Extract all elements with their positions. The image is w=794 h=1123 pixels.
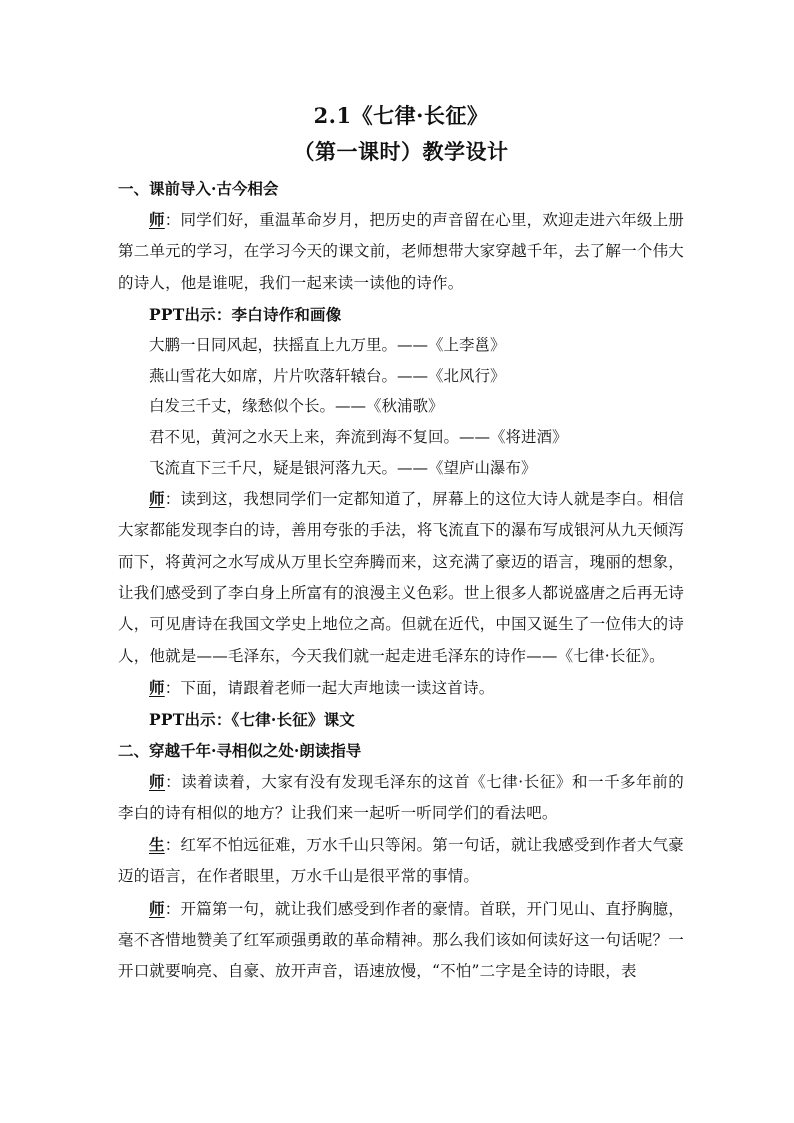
paragraph [118,204,684,299]
paragraph [118,766,684,830]
paragraph [118,672,684,704]
speaker-label: 师 [149,677,165,697]
speaker-label: 师 [149,489,165,509]
paragraph [118,483,684,672]
section-2 [118,736,684,988]
section-heading: 一、课前导入·古今相会 [118,179,279,198]
paragraph [118,829,684,893]
speaker-label: 师 [149,771,166,791]
paragraph-text: ：同学们好，重温革命岁月，把历史的声音留在心里，欢迎走进六年级上册第二单元的学习，在学习今天的课文前，老师想带大家穿越千年，去了解一个伟大的诗人，他是谁呢，我们一起来读一读他的诗作。 [118,211,685,292]
section-heading: 二、穿越千年·寻相似之处·朗读指导 [118,740,362,760]
speaker-label: 生 [149,835,165,855]
speaker-label: 师 [149,210,165,229]
paragraph-text: ：下面，请跟着老师一起大声地读一读这首诗。 [164,678,495,697]
ppt-note: PPT出示：李白诗作和画像 [149,304,342,324]
poem-line: 白发三千丈，缘愁似个长。——《秋浦歌》 [149,397,444,416]
poem-line: 大鹏一日同风起，扶摇直上九万里。——《上李邕》 [149,336,506,355]
paragraph-text: ：开篇第一句，就让我们感受到作者的豪情。首联，开门见山、直抒胸臆，毫不吝惜地赞美了红军顽强勇敢的革命精神。那么我们该如何读好这一句话呢？一开口就要响亮、自豪、放开声音，语速放慢，“不怕”二字是全诗的诗眼，表 [118,899,685,981]
paragraph [118,893,684,988]
document-title: 2.1《七律·长征》 [313,103,489,128]
poem-line: 燕山雪花大如席，片片吹落轩辕台。——《北风行》 [149,366,506,385]
section-1 [118,174,684,736]
document-subtitle: （第一课时）教学设计 [293,139,509,164]
paragraph-text: ：读到这，我想同学们一定都知道了，屏幕上的这位大诗人就是李白。相信大家都能发现李白的诗，善用夸张的手法，将飞流直下的瀑布写成银河从九天倾泻而下，将黄河之水写成从万里长空奔腾而来，这充满了豪迈的语言，瑰丽的想象，让我们感受到了李白身上所富有的浪漫主义色彩。世上很多人都说盛唐之后再无诗人，可见唐诗在我国文学史上地位之高。但就在近代，中国又诞生了一位伟大的诗人，他就是——毛泽东，今天我们就一起走进毛泽东的诗作——《七律·长征》。 [118,490,685,665]
ppt-note: PPT出示：《七律·长征》课文 [149,710,355,730]
poem-line: 飞流直下三千尺，疑是银河落九天。——《望庐山瀑布》 [149,458,537,477]
paragraph-text: ：红军不怕远征难，万水千山只等闲。第一句话，就让我感受到作者大气豪迈的语言，在作者眼里，万水千山是很平常的事情。 [118,836,685,886]
poem-line: 君不见，黄河之水天上来，奔流到海不复回。——《将进酒》 [149,427,568,446]
speaker-label: 师 [149,898,165,918]
paragraph-text: ：读着读着，大家有没有发现毛泽东的这首《七律·长征》和一千多年前的李白的诗有相似的地方？让我们来一起听一听同学们的看法吧。 [118,772,685,822]
